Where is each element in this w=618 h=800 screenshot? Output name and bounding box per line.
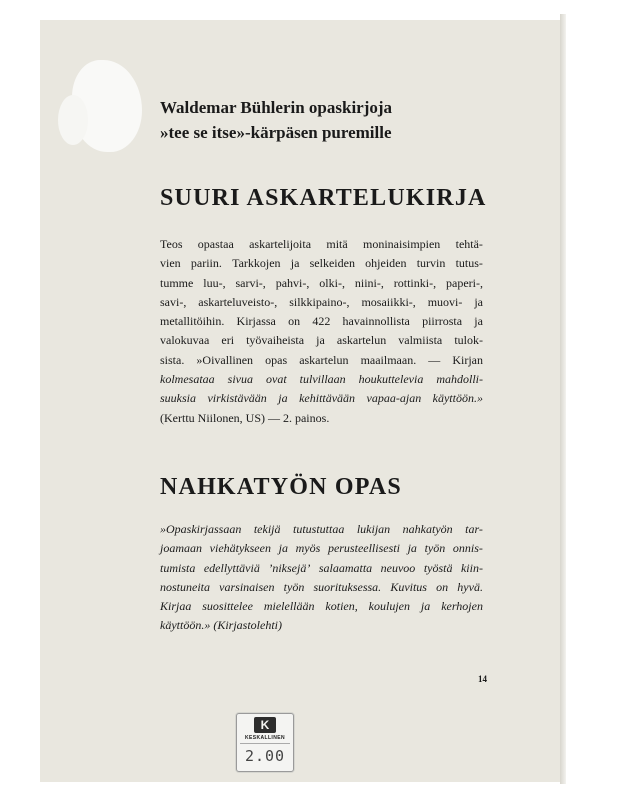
text-line: nostuneita varsinaisen työn suorituksessa. Kuvitus on hyvä. [160,579,483,594]
section-body [160,520,483,636]
text-line: suuksia virkistävään ja kehittävään vapaa-ajan käyttöön.» [160,391,483,406]
sticker-divider [240,743,290,744]
text-line: tumista edellyttäviä ’niksejä’ salaamatta neuvoo työstä kiin- [160,560,483,575]
text-line: Kirjaa suosittelee mielellään kotien, koulujen ja kerhojen [160,599,483,614]
text-line: sista. »Oivallinen opas askartelun maailmaan. — Kirjan [160,352,483,367]
text-line: valokuvaa eri työvaiheista ja askartelun valmiista tulok- [160,333,483,348]
text-line: Teos opastaa askartelijoita mitä moninaisimpien tehtä- [160,237,483,251]
section-title: SUURI ASKARTELUKIRJA [160,185,487,211]
page-number: 14 [478,674,487,684]
text-line: joamaan viehätykseen ja myös perusteellisesti ja työn onnis- [160,541,483,556]
text-line: metallitöihin. Kirjassa on 422 havainnollista piirrosta ja [160,314,483,329]
sticker-price: 2.00 [244,747,286,765]
sticker-brand: KESKALLINEN [245,735,285,741]
text-line: tumme luu-, sarvi-, pahvi-, olki-, niini-, rottinki-, paperi-, [160,275,483,290]
text-line: käyttöön.» (Kirjastolehti) [160,618,282,633]
price-sticker [236,713,294,772]
section-body [160,235,483,428]
intro-line: Waldemar Bühlerin opaskirjoja [160,98,393,117]
text-line: kolmesataa sivua ovat tulvillaan houkuttelevia mahdolli- [160,372,483,387]
section-title: NAHKATYÖN OPAS [160,474,402,500]
text-line: »Opaskirjassaan tekijä tutustuttaa lukijan nahkatyön tar- [160,522,483,536]
text-line: savi-, askarteluveisto-, silkkipaino-, mosaiikki-, muovi- ja [160,294,483,309]
text-line: (Kerttu Niilonen, US) — 2. painos. [160,410,330,425]
intro-heading [160,95,392,145]
page-edge [560,14,566,784]
k-logo: K [254,717,276,733]
worn-paper-spot [58,95,88,145]
text-line: vien pariin. Tarkkojen ja selkeiden ohjeiden turvin tutus- [160,256,483,271]
intro-line: »tee se itse»-kärpäsen puremille [160,123,392,142]
